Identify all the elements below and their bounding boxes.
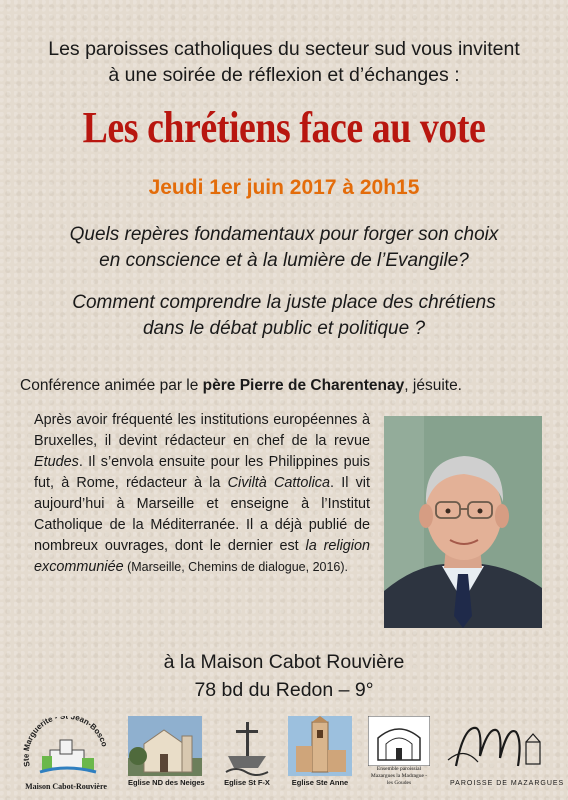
cabot-arc-text: Ste Marguerite - St Jean-Bosco bbox=[21, 716, 110, 768]
question-1-line-2: en conscience et à la lumière de l’Evangile? bbox=[99, 250, 469, 271]
question-2-line-2: dans le débat public et politique ? bbox=[142, 318, 426, 339]
cabot-rouviere-icon bbox=[20, 716, 112, 780]
cabot-caption: Maison Cabot-Rouvière bbox=[25, 782, 107, 791]
logo-cabot-rouviere bbox=[20, 716, 112, 796]
event-title: Les chrétiens face au vote bbox=[82, 103, 486, 152]
boat-cross-icon bbox=[222, 716, 272, 776]
conference-prefix: Conférence animée par le bbox=[20, 377, 203, 394]
logo-st-fx bbox=[222, 716, 272, 796]
logo-paroisse-mazargues bbox=[444, 716, 565, 796]
portrait-illustration bbox=[384, 416, 542, 628]
ste-anne-caption: Eglise Ste Anne bbox=[291, 778, 349, 787]
ensemble-caption: Ensemble paroissial Mazargues la Madrague - les Goudes bbox=[370, 766, 428, 786]
question-1 bbox=[20, 222, 548, 274]
speaker-portrait bbox=[384, 416, 542, 628]
event-date: Jeudi 1er juin 2017 à 20h15 bbox=[148, 176, 420, 199]
speaker-bio bbox=[34, 410, 370, 578]
speaker-name: père Pierre de Charentenay bbox=[202, 377, 405, 394]
conference-line bbox=[20, 376, 560, 396]
question-2 bbox=[20, 290, 548, 342]
st-fx-caption: Eglise St F-X bbox=[224, 778, 270, 787]
logo-ste-anne bbox=[288, 716, 352, 796]
question-2-line-1: Comment comprendre la juste place des chrétiens bbox=[72, 292, 496, 313]
bio-part-1: Après avoir fréquenté les institutions européennes à Bruxelles, il devint rédacteur en chef de la revue bbox=[34, 412, 370, 449]
bio-part-4: (Marseille, Chemins de dialogue, 2016). bbox=[123, 560, 349, 574]
logo-strip bbox=[0, 716, 568, 800]
venue-street: 78 bd du Redon – 9° bbox=[194, 679, 374, 701]
church-drawing-icon bbox=[368, 716, 430, 766]
intro-text bbox=[20, 36, 548, 88]
bio-civilta: Civiltà Cattolica bbox=[227, 475, 330, 491]
conference-suffix: , jésuite. bbox=[404, 377, 462, 394]
bio-book: la religion excommuniée bbox=[34, 538, 370, 575]
bio-part-3: . Il vit aujourd’hui à Marseille et enseigne à l’Institut Catholique de la Méditerranée. Il a déjà publié de nombreux ouvrages, dont le dernier est bbox=[34, 475, 370, 554]
bell-tower-photo-icon bbox=[288, 716, 352, 776]
question-1-line-1: Quels repères fondamentaux pour forger son choix bbox=[69, 224, 499, 245]
venue-name: à la Maison Cabot Rouvière bbox=[163, 651, 405, 673]
bio-part-2: . Il s’envola ensuite pour les Philippines puis fut, à Rome, rédacteur à la bbox=[34, 454, 370, 491]
intro-line-1: Les paroisses catholiques du secteur sud vous invitent bbox=[48, 38, 520, 60]
intro-line-2: à une soirée de réflexion et d’échanges : bbox=[108, 64, 460, 86]
bio-etudes: Etudes bbox=[34, 454, 79, 470]
logo-nd-neiges bbox=[128, 716, 205, 796]
logo-ensemble-paroissial bbox=[368, 716, 430, 796]
nd-neiges-caption: Eglise ND des Neiges bbox=[128, 778, 205, 787]
mazargues-caption: PAROISSE DE MAZARGUES bbox=[450, 780, 565, 787]
mazargues-monogram-icon bbox=[444, 716, 554, 776]
church-photo-icon bbox=[128, 716, 202, 776]
